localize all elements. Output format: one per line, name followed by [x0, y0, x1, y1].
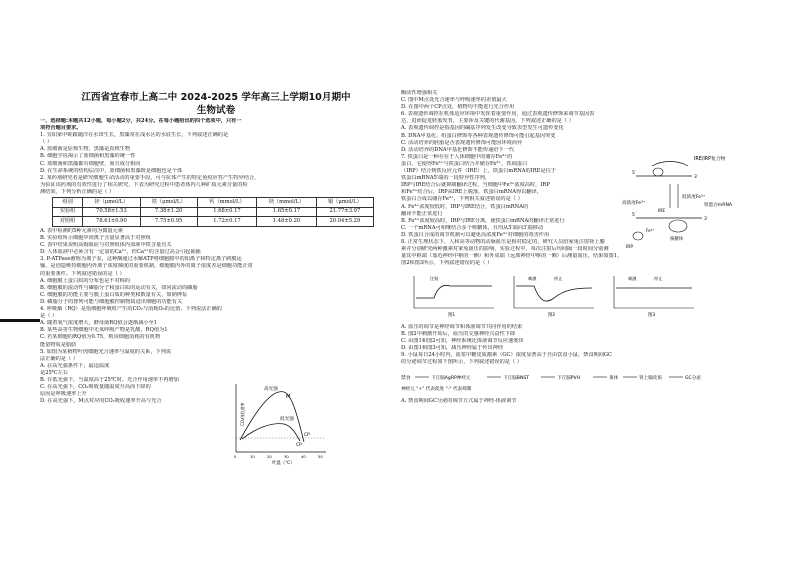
data-table-wrap	[52, 197, 374, 227]
text-line: A. 表中检测的5种元素均为微量元素	[40, 228, 123, 234]
text-line: A. 禁食期间GC分泌的调节方式属于神经-体液调节	[401, 398, 517, 404]
text-line: A. 细胞膜上蛋白质的分布也是不对称的	[40, 277, 131, 284]
pathway-node: 下丘脑BNST	[503, 376, 530, 381]
text-line: 翻译不能正常进行	[401, 210, 443, 217]
gc-pathway-diagram	[401, 370, 763, 394]
ire-label: IRE	[658, 209, 666, 214]
text-line: D. 在图中两个CP点处，植物均不能进行光合作用	[401, 104, 515, 111]
text-line: 蛋白，它使得Fe³⁺与铁蛋白结合并储存Fe³⁺，铁调蛋白	[401, 160, 528, 167]
ribosome-shape	[669, 220, 687, 232]
prime3-label: 3′	[694, 175, 698, 180]
prime5-label-2: 5′	[632, 213, 636, 218]
table-cell: 7.75±0.95	[140, 217, 197, 227]
text-line: C. 蓝细菌和黑藻都有细胞壁，而且成分相同	[40, 160, 141, 167]
table-cell: 70.58±1.53	[83, 207, 140, 217]
exam-title: 江西省宜春市上高二中 2024-2025 学年高三上学期10月期中	[81, 92, 351, 103]
table-cell: 20.04±5.29	[316, 217, 373, 227]
low-light-label: 低光强	[280, 417, 294, 422]
text-line: D. 由图1和图3可知，减压神经属于传出神经	[401, 345, 504, 352]
x-tick-label: 0	[234, 454, 237, 459]
text-line: D. 人体血液中必须含有一定量的Ca²⁺，但Ca²⁺的含量过高会引起抽搐	[40, 249, 201, 256]
stim-label-3: 刺激	[628, 276, 637, 281]
table-cell: 1.65±0.17	[257, 207, 317, 217]
text-line: 为验证该药剂的有效性进行了相关研究，下表为研究过程中患者体内几种矿质元素含量的检	[40, 181, 248, 188]
table-cell: 对照组	[53, 217, 83, 227]
text-line: A. 蓝细菌是原核生物，黑藻是真核生物	[40, 146, 131, 153]
text-line: B. DNA甲基化、组蛋白修饰等各种表观遗传修饰可能引起基因突变	[401, 132, 556, 139]
text-line: A. Fe³⁺浓度较低时，IRP与IRE结合，铁蛋白mRNA的	[401, 203, 529, 210]
text-line: D. 活动培养的DNA甲基化修饰不能传递给下一代	[401, 146, 515, 153]
text-line: A. 随着氧气浓度增大，酵母菌RQ值会逐渐减小至1	[40, 320, 158, 327]
table-cell: 1.48±0.20	[257, 217, 317, 227]
table-header-cell: 锌（μmol/L）	[83, 198, 140, 208]
text-line: C. 由图1和图2可知，神经系统比体液调节反应速度快	[401, 338, 524, 345]
text-line: B. 实验组所示细胞中镁离子含量显著高于对照组	[40, 235, 151, 242]
x-axis-label: 叶温（℃）	[272, 461, 295, 466]
photosynthesis-temperature-figure	[222, 378, 332, 468]
irp-top	[653, 168, 663, 176]
panel-1-label: 图1	[448, 313, 456, 318]
text-line: A. 表观遗传调控是指基因的碱基序列发生改变导致表型发生可遗传变化	[401, 125, 564, 132]
stop-label-3: 停止	[654, 276, 663, 281]
text-line: C. 细胞膜的功能主要与膜上蛋白质的种类和数量有关，如钠钾泵	[40, 291, 188, 298]
y-axis-label: CO₂吸收速率	[240, 402, 245, 426]
text-line: C. 一个mRNA可相继结合多个核糖体，且均从5′端向3′端移动	[401, 224, 544, 231]
text-line: 输，是创造维持细胞内外离子浓度梯度的重要机制。细胞膜内外的离子浓度差是细胞功能正常	[40, 263, 253, 270]
text-line: D. 铁蛋白合成的调节机制可以避免高浓度Fe³⁺对细胞的毒害作用	[401, 231, 550, 238]
text-line: C. 在高光强下，CO₂吸收量随温度升高而下降的	[40, 384, 151, 391]
x-tick-label: 10	[250, 454, 255, 459]
inject-label: 注射	[430, 276, 439, 281]
pathway-node: 垂体	[609, 376, 619, 381]
text-line: D. 磷脂分子的排列可能与细胞膜控制物质进出细胞的功能有关	[40, 298, 183, 305]
irp-label: IRP	[626, 245, 633, 250]
x-tick-label: 30	[284, 454, 289, 459]
x-tick-label: 40	[301, 454, 306, 459]
text-line: 3. P-ATPase被称为离子泵，这种酶通过水解ATP将细胞膜中的阳离子和特定离子跨膜运	[40, 256, 242, 263]
table-row	[53, 207, 374, 217]
text-line: 素并分别研究两种激素对家兔血压的影响，实验过程中，每次注射后均间隔一段时间分别测	[401, 246, 609, 253]
text-line: 7. 铁蛋白是一种存在于人体细胞中的储存Fe³⁺的	[401, 153, 513, 160]
text-line: 法正确的是（ ）	[40, 355, 78, 362]
blood-pressure-figures	[404, 272, 704, 318]
text-line: 能量物质是脂肪	[40, 341, 77, 348]
complex-label: IRE/IRP复合物	[694, 157, 726, 162]
text-line: 8. 正常生理状态下，人和高等动物的动脉血压是相对稳定的，研究人员给家兔注射肾上腺	[401, 238, 605, 245]
text-line: A. 血压的调节是神经调节和体液调节共同作用的结果	[401, 324, 523, 330]
table-cell: 实验组	[53, 207, 83, 217]
text-line: 达，进而促进胚胎发育，主要涉及关键的代谢基因。下列叙述正确的是（ ）	[401, 118, 574, 125]
table-cell: 1.68±0.17	[197, 207, 257, 217]
table-cell: 78.61±0.90	[83, 217, 140, 227]
text-line: C. 表中结果说明高铜血症与对照组体内血液中铁含量有关	[40, 242, 172, 249]
panel-3-label: 图3	[648, 313, 656, 318]
text-line: （ ）	[40, 139, 53, 146]
text-line: 的重要条件。下列叙述错误的是（ ）	[40, 270, 125, 277]
x-tick-label: 50	[318, 454, 323, 459]
text-line: B. Fe³⁺浓度较高时，IRP与IRE分离，使铁蛋白mRNA的翻译正常进行	[401, 217, 565, 224]
text-line: 原因是呼吸速率上升	[40, 391, 87, 398]
panel-2-label: 图2	[548, 313, 556, 318]
table-cell: 1.72±0.17	[197, 217, 257, 227]
text-line: 项符合题目要求。	[40, 125, 82, 132]
text-line: B. 在低光强下，当温度高于25℃时，光合作用速率不再增加	[40, 376, 179, 383]
margin-bar	[0, 319, 40, 322]
prime5-label: 5′	[632, 171, 636, 176]
text-line: 6. 表观遗传调控在机体适应环境中发挥着重要作用，通过表观遗传修饰来调节基因表	[401, 111, 595, 118]
pathway-node: 肾上腺皮质	[639, 376, 662, 381]
text-line: D. 在生命系统的结构层次中，蓝细菌和黑藻既是细胞也是个体	[40, 167, 183, 174]
high-light-label: 高光强	[264, 387, 278, 392]
fe3-label: Fe³⁺	[646, 228, 655, 233]
text-line: 5. 如图为某植物叶肉细胞光合速率与温度的关系，下列说	[40, 348, 172, 355]
table-header-cell: 镁（mmol/L）	[257, 198, 317, 208]
text-line: C. 若某细胞的RQ值为0.75，则该细胞消耗的有机物	[40, 334, 161, 341]
table-header-row	[53, 198, 374, 208]
pathway-legend: 神经元 "+" 代表促进 "-" 代表抑制	[401, 387, 472, 392]
text-line: 是（ ）	[40, 313, 58, 320]
text-line: 的分泌调节过程如下图所示，下列叙述错误的是（ ）	[401, 359, 522, 366]
low-fe-label: 低浓度Fe³⁺	[682, 195, 706, 200]
bp-curve-2	[516, 286, 592, 301]
ribosome-label: 核糖体	[670, 237, 684, 242]
bp-curve-1	[416, 285, 492, 298]
text-line: 9. 小鼠每日24小时内，血浆中糖皮质激素（GC）浓度显著高于自由饮食小鼠，禁食期间GC	[401, 352, 612, 359]
text-line: 和Fe³⁺结合后，IRP从IRE上脱落，铁蛋白mRNA得以翻译，	[401, 189, 542, 196]
text-line: 图2和图3所示。下列叙述错误的是（ ）	[401, 260, 493, 267]
text-line: IRP与IRE结合后就抑制翻译过程，当细胞中Fe³⁺浓度高时，IRP	[401, 182, 550, 189]
text-line: B. 图2中刺激开始后，血压的交感神经兴奋性下降	[401, 331, 516, 338]
cp-label-2: CP	[296, 443, 302, 448]
text-line: 测结果。下列分析正确的是（ ）	[40, 188, 115, 195]
pathway-node: 下丘脑AgRP神经元	[431, 376, 471, 381]
exam-subtitle: 生物试卷	[196, 105, 236, 116]
irp-bottom	[633, 232, 643, 240]
left-column-part1	[40, 118, 392, 196]
top-arrow	[652, 162, 688, 167]
cp-label: CP	[304, 433, 310, 438]
x-tick-label: 20	[267, 454, 272, 459]
high-fe-label: 高浓度Fe³⁺	[622, 201, 646, 206]
panel-1	[414, 275, 494, 318]
table-header-cell: 钙（mmol/L）	[197, 198, 257, 208]
table-row	[53, 217, 374, 227]
text-line: B. 某些高等生物细胞中无氧呼吸产物是乳酸，RQ值为1	[40, 327, 168, 334]
text-line: A. 在高光强条件下，最适温度	[40, 362, 110, 369]
iron-regulation-diagram	[622, 152, 762, 262]
pathway-end: GC分泌	[685, 376, 701, 381]
text-line: 铁蛋白合成以储存Fe³⁺，下列相关叙述错误的是（ ）	[401, 196, 523, 203]
text-line: B. 细胞学说揭示了蓝细菌和黑藻的统一性	[40, 153, 136, 160]
text-line: 1. 宜阳家中蛙跟随洋在水田生长，黑藻常在浅水区的水底生长，下列叙述正确的是	[40, 132, 229, 139]
pathway-start: 禁食	[401, 376, 411, 381]
text-line: 2. 某药剂研究者是研究细胞生命活动的重要手段，可与抗体产生的特定免疫应答产生特异结合，	[40, 174, 260, 181]
text-line: 铁蛋白mRNA5′端的一段特异性序列，	[401, 175, 491, 182]
pathway-node: 下丘脑PVH	[557, 376, 581, 381]
left-column-part2	[40, 228, 392, 405]
panel-2	[514, 275, 594, 318]
text-line: 一、选择题:本题共12小题，每小题2分，共24分。在每小题给出的四个选项中，只有一	[40, 118, 242, 124]
text-line: B. 细胞膜的流动性与磷脂分子和蛋白质的运动有关，如同流动的磷脂	[40, 284, 198, 291]
stim-label: 刺激	[528, 276, 537, 281]
mrna-label: 铁蛋白mRNA	[704, 203, 733, 208]
stop-label: 停止	[554, 276, 563, 281]
element-table	[52, 197, 374, 227]
high-light-curve	[240, 392, 304, 442]
text-line: C. 图中M点处光合速率与呼吸速率的差值最大	[401, 97, 507, 104]
text-line: 酶活性增强相关	[401, 90, 438, 96]
text-line: 量其中枢端（靠近神经中枢的一侧）和外周端（远离神经中枢的一侧）后测量血压，结果如图1、	[401, 253, 623, 260]
text-line: D. 在高光强下，M点对应的CO₂吸收速率升高与光合	[40, 398, 162, 405]
table-header-cell: 铁（μmol/L）	[140, 198, 197, 208]
right-column-part2	[401, 324, 763, 367]
panel-3	[614, 275, 694, 318]
text-line: （IRP）结合到铁反应元件（IRE）上，铁蛋白mRNA的IRE是位于	[401, 168, 556, 175]
table-cell: 21.77±3.97	[316, 207, 373, 217]
table-cell: 7.38±1.20	[140, 207, 197, 217]
right-column-part3	[401, 398, 763, 405]
text-line: 4. 呼吸熵（RQ）是指细胞呼吸时产生的CO₂与消耗O₂的比值，下列说法正确的	[40, 306, 222, 313]
text-line: C. 活动培养的胚胎是否表现遗传修饰可能因环境而异	[401, 139, 523, 146]
table-header-cell: 铜（μmol/L）	[316, 198, 373, 208]
table-header-cell: 组别	[53, 198, 83, 208]
text-line: 是25℃左右	[40, 369, 68, 376]
low-light-curve	[242, 424, 300, 441]
m-point-label: M	[286, 394, 291, 400]
prime3-label-2: 3′	[704, 217, 708, 222]
